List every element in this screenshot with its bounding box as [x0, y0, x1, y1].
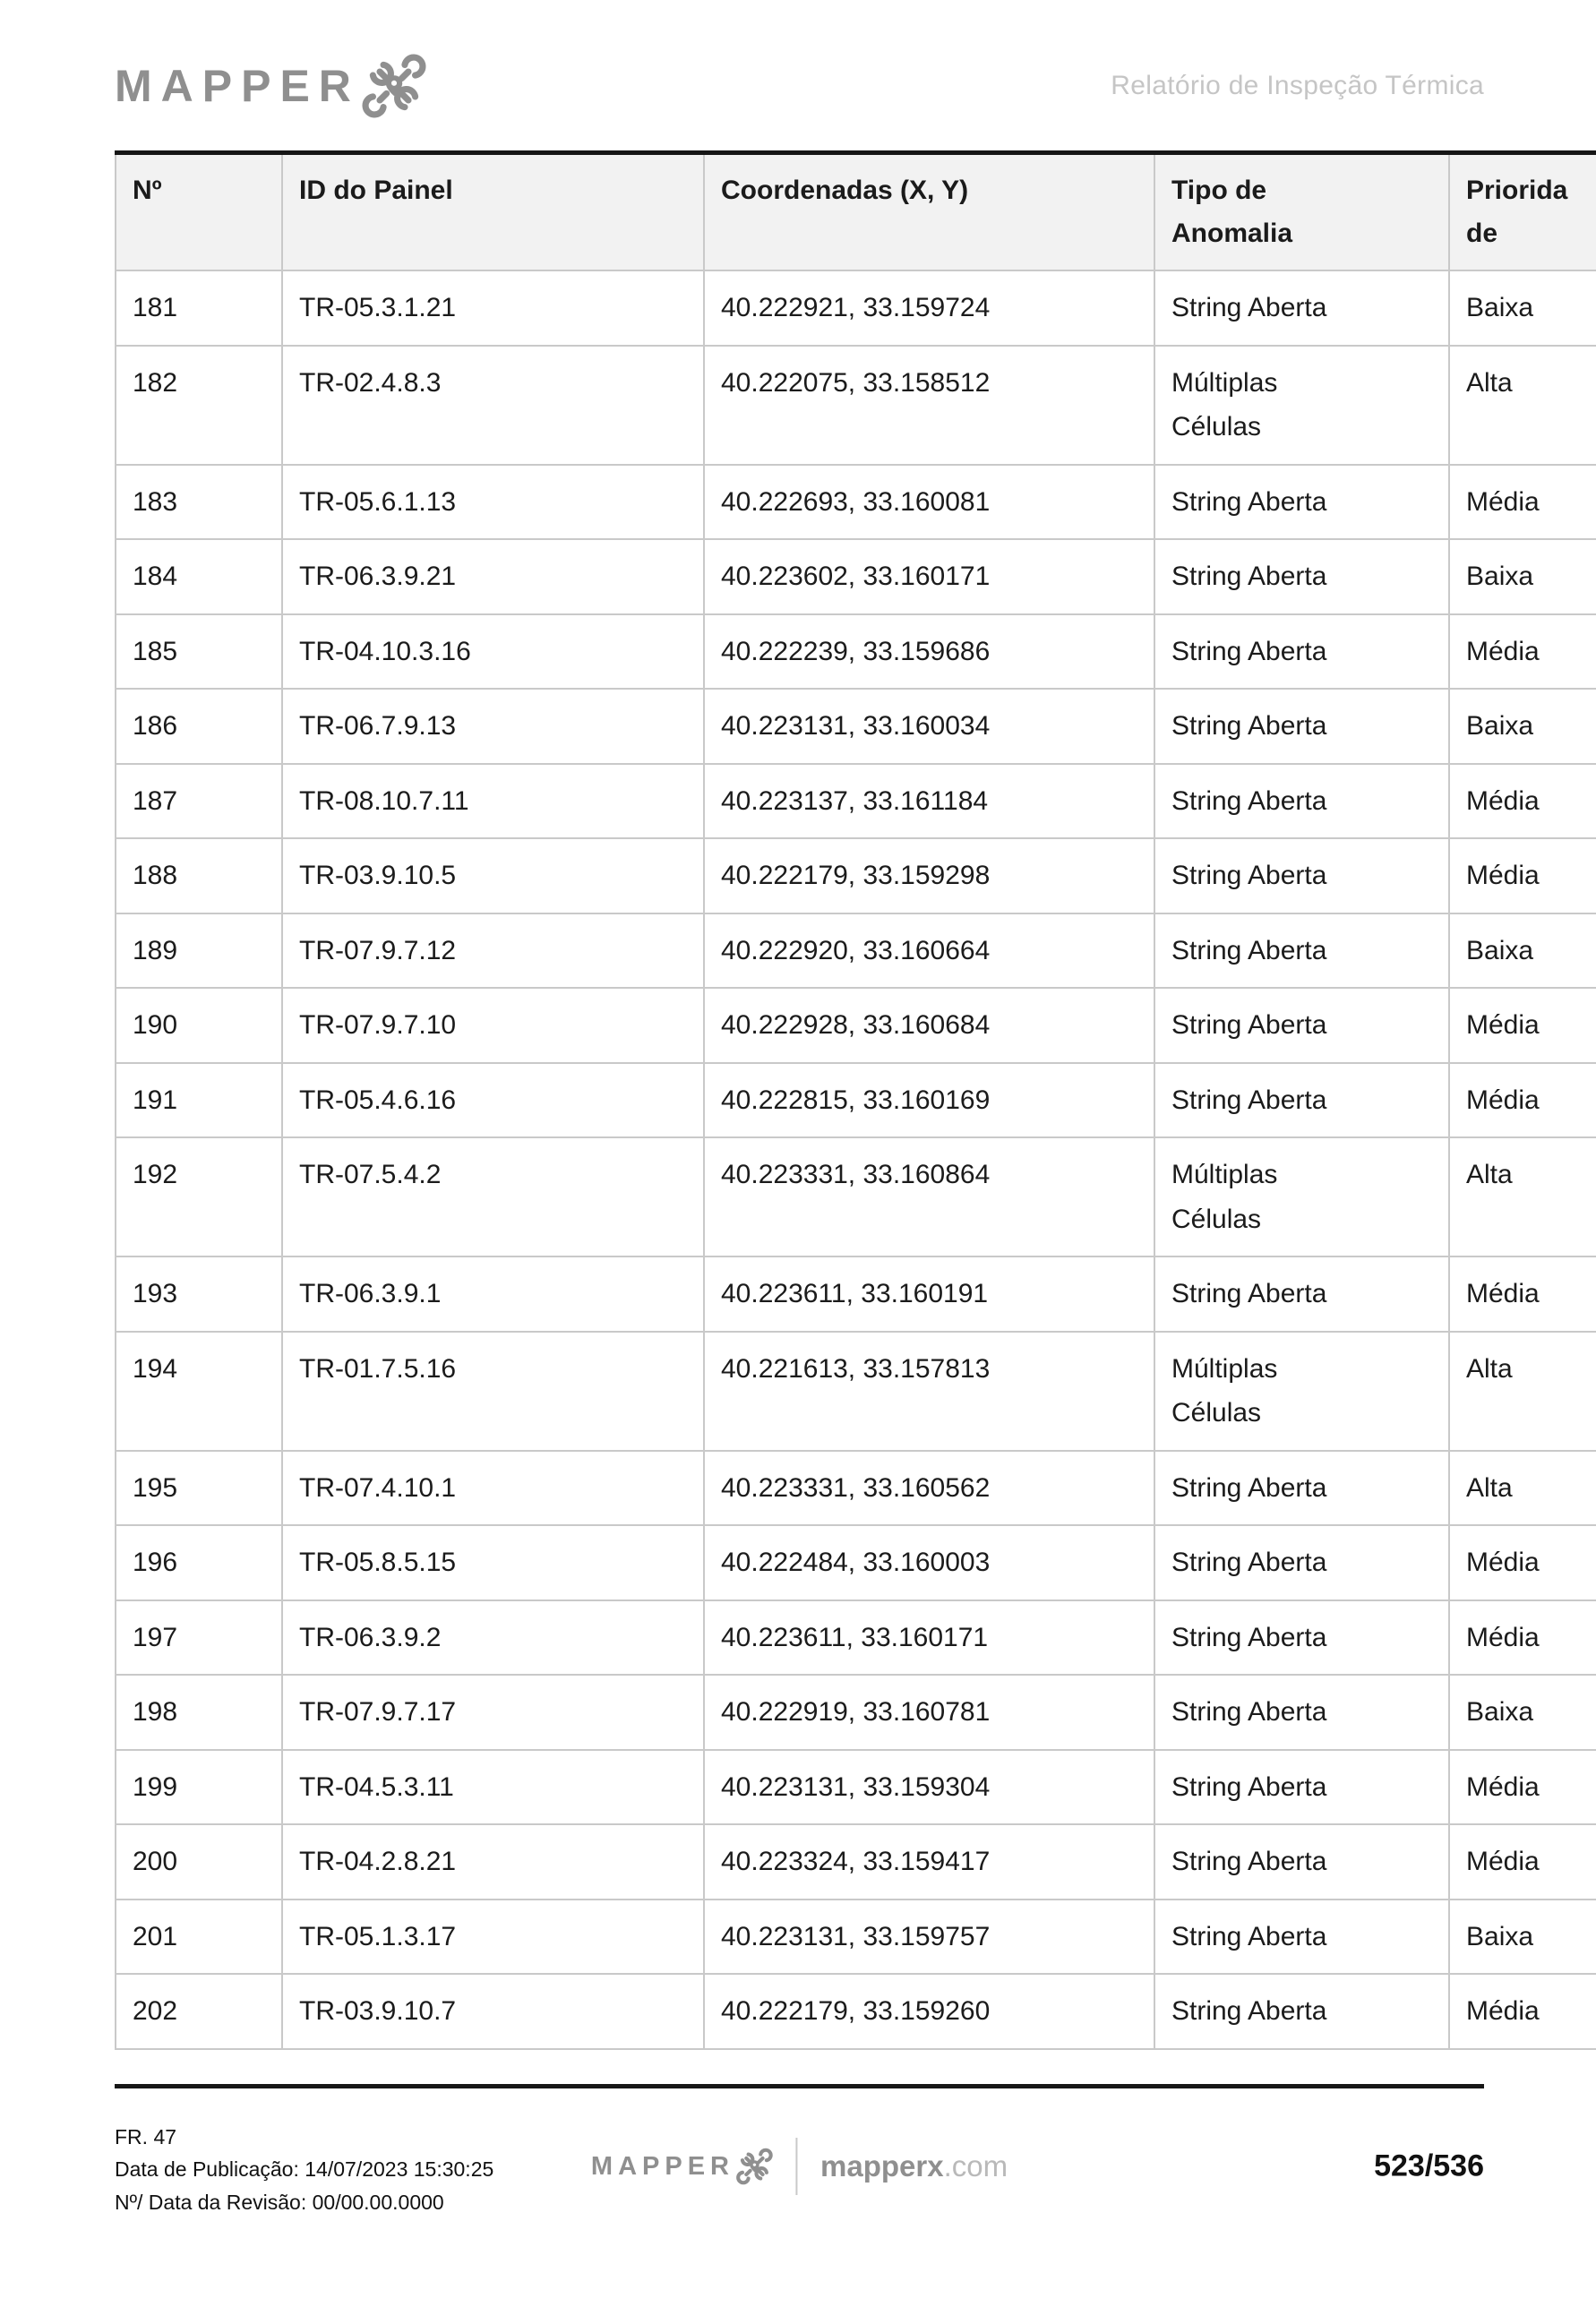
table-row [116, 1900, 1596, 1975]
cell-anomaly-type: String Aberta [1154, 689, 1449, 764]
table-row [116, 1974, 1596, 2049]
cell-panel-id: TR-04.10.3.16 [282, 614, 704, 690]
cell-number: 183 [116, 465, 282, 540]
cell-priority: Média [1449, 838, 1596, 913]
column-header-3: Tipo de Anomalia [1154, 153, 1449, 271]
cell-panel-id: TR-01.7.5.16 [282, 1332, 704, 1451]
cell-anomaly-type: String Aberta [1154, 270, 1449, 346]
cell-priority: Média [1449, 465, 1596, 540]
cell-priority: Alta [1449, 346, 1596, 465]
cell-coordinates: 40.223131, 33.159757 [704, 1900, 1154, 1975]
cell-number: 185 [116, 614, 282, 690]
cell-number: 201 [116, 1900, 282, 1975]
cell-coordinates: 40.223131, 33.160034 [704, 689, 1154, 764]
table-row [116, 913, 1596, 989]
cell-panel-id: TR-05.1.3.17 [282, 1900, 704, 1975]
cell-priority: Média [1449, 1525, 1596, 1600]
cell-panel-id: TR-07.9.7.17 [282, 1675, 704, 1750]
cell-priority: Alta [1449, 1332, 1596, 1451]
cell-coordinates: 40.222920, 33.160664 [704, 913, 1154, 989]
cell-number: 186 [116, 689, 282, 764]
cell-priority: Alta [1449, 1137, 1596, 1256]
cell-number: 193 [116, 1256, 282, 1332]
footer-logo-divider [795, 2138, 797, 2195]
table-row [116, 346, 1596, 465]
table-row [116, 465, 1596, 540]
cell-coordinates: 40.223331, 33.160562 [704, 1451, 1154, 1526]
cell-anomaly-type: Múltiplas Células [1154, 1332, 1449, 1451]
table-row [116, 988, 1596, 1063]
cell-priority: Média [1449, 988, 1596, 1063]
column-header-2: Coordenadas (X, Y) [704, 153, 1154, 271]
cell-priority: Média [1449, 614, 1596, 690]
cell-coordinates: 40.223611, 33.160171 [704, 1600, 1154, 1676]
table-row [116, 1824, 1596, 1900]
drone-x-icon [733, 2145, 776, 2188]
cell-number: 198 [116, 1675, 282, 1750]
cell-panel-id: TR-07.9.7.12 [282, 913, 704, 989]
cell-number: 194 [116, 1332, 282, 1451]
cell-coordinates: 40.221613, 33.157813 [704, 1332, 1154, 1451]
report-page [115, 43, 1568, 2230]
footer-brand [591, 2138, 1008, 2195]
cell-coordinates: 40.222484, 33.160003 [704, 1525, 1154, 1600]
anomaly-table-body [116, 270, 1596, 2049]
table-row [116, 1750, 1596, 1825]
column-header-4: Prioridade [1449, 153, 1596, 271]
cell-number: 190 [116, 988, 282, 1063]
cell-panel-id: TR-05.6.1.13 [282, 465, 704, 540]
cell-number: 200 [116, 1824, 282, 1900]
cell-panel-id: TR-07.5.4.2 [282, 1137, 704, 1256]
cell-number: 195 [116, 1451, 282, 1526]
cell-number: 181 [116, 270, 282, 346]
cell-coordinates: 40.223131, 33.159304 [704, 1750, 1154, 1825]
cell-anomaly-type: String Aberta [1154, 913, 1449, 989]
cell-coordinates: 40.222179, 33.159298 [704, 838, 1154, 913]
cell-coordinates: 40.222928, 33.160684 [704, 988, 1154, 1063]
cell-coordinates: 40.222693, 33.160081 [704, 465, 1154, 540]
cell-anomaly-type: String Aberta [1154, 1824, 1449, 1900]
cell-panel-id: TR-04.5.3.11 [282, 1750, 704, 1825]
cell-coordinates: 40.223137, 33.161184 [704, 764, 1154, 839]
cell-panel-id: TR-05.4.6.16 [282, 1063, 704, 1138]
cell-priority: Baixa [1449, 270, 1596, 346]
cell-anomaly-type: String Aberta [1154, 988, 1449, 1063]
cell-anomaly-type: String Aberta [1154, 1750, 1449, 1825]
cell-priority: Média [1449, 1750, 1596, 1825]
cell-number: 197 [116, 1600, 282, 1676]
cell-number: 196 [116, 1525, 282, 1600]
table-row [116, 764, 1596, 839]
cell-panel-id: TR-05.8.5.15 [282, 1525, 704, 1600]
cell-panel-id: TR-07.4.10.1 [282, 1451, 704, 1526]
table-row [116, 1525, 1596, 1600]
footer-publication-date: Data de Publicação: 14/07/2023 15:30:25 [115, 2157, 494, 2182]
cell-number: 191 [116, 1063, 282, 1138]
cell-panel-id: TR-06.3.9.1 [282, 1256, 704, 1332]
cell-coordinates: 40.222919, 33.160781 [704, 1675, 1154, 1750]
cell-coordinates: 40.222075, 33.158512 [704, 346, 1154, 465]
cell-priority: Média [1449, 1256, 1596, 1332]
column-header-1: ID do Painel [282, 153, 704, 271]
cell-coordinates: 40.223611, 33.160191 [704, 1256, 1154, 1332]
cell-coordinates: 40.222239, 33.159686 [704, 614, 1154, 690]
cell-panel-id: TR-02.4.8.3 [282, 346, 704, 465]
table-row [116, 614, 1596, 690]
cell-anomaly-type: Múltiplas Células [1154, 1137, 1449, 1256]
cell-anomaly-type: String Aberta [1154, 1256, 1449, 1332]
cell-panel-id: TR-04.2.8.21 [282, 1824, 704, 1900]
cell-priority: Média [1449, 764, 1596, 839]
cell-priority: Alta [1449, 1451, 1596, 1526]
cell-anomaly-type: String Aberta [1154, 1675, 1449, 1750]
cell-panel-id: TR-07.9.7.10 [282, 988, 704, 1063]
cell-anomaly-type: String Aberta [1154, 614, 1449, 690]
table-row [116, 1332, 1596, 1451]
cell-number: 187 [116, 764, 282, 839]
cell-number: 199 [116, 1750, 282, 1825]
cell-priority: Baixa [1449, 1900, 1596, 1975]
table-row [116, 1451, 1596, 1526]
cell-coordinates: 40.223331, 33.160864 [704, 1137, 1154, 1256]
cell-panel-id: TR-06.3.9.21 [282, 539, 704, 614]
table-row [116, 838, 1596, 913]
page-title: Relatório de Inspeção Térmica [1111, 71, 1484, 100]
cell-number: 192 [116, 1137, 282, 1256]
anomaly-table [115, 150, 1596, 2050]
cell-anomaly-type: String Aberta [1154, 1451, 1449, 1526]
footer-site-tld: .com [943, 2149, 1008, 2183]
table-row [116, 1600, 1596, 1676]
cell-coordinates: 40.223324, 33.159417 [704, 1824, 1154, 1900]
cell-number: 182 [116, 346, 282, 465]
cell-priority: Média [1449, 1063, 1596, 1138]
cell-priority: Baixa [1449, 1675, 1596, 1750]
page-header [115, 43, 1484, 129]
table-row [116, 1063, 1596, 1138]
brand-logo [115, 48, 432, 124]
cell-panel-id: TR-03.9.10.7 [282, 1974, 704, 2049]
cell-panel-id: TR-03.9.10.5 [282, 838, 704, 913]
footer-doc-code: FR. 47 [115, 2124, 177, 2148]
cell-coordinates: 40.222815, 33.160169 [704, 1063, 1154, 1138]
cell-number: 184 [116, 539, 282, 614]
cell-anomaly-type: String Aberta [1154, 838, 1449, 913]
footer-rule [115, 2084, 1484, 2088]
table-row [116, 1256, 1596, 1332]
cell-panel-id: TR-08.10.7.11 [282, 764, 704, 839]
cell-priority: Baixa [1449, 689, 1596, 764]
cell-anomaly-type: String Aberta [1154, 1974, 1449, 2049]
cell-anomaly-type: String Aberta [1154, 1525, 1449, 1600]
cell-anomaly-type: String Aberta [1154, 1600, 1449, 1676]
anomaly-table-header-row [116, 153, 1596, 271]
footer-site-name: mapperx [820, 2149, 944, 2183]
cell-number: 188 [116, 838, 282, 913]
cell-priority: Baixa [1449, 913, 1596, 989]
cell-panel-id: TR-06.7.9.13 [282, 689, 704, 764]
cell-number: 189 [116, 913, 282, 989]
cell-coordinates: 40.223602, 33.160171 [704, 539, 1154, 614]
table-row [116, 539, 1596, 614]
cell-priority: Média [1449, 1824, 1596, 1900]
cell-anomaly-type: String Aberta [1154, 764, 1449, 839]
column-header-0: Nº [116, 153, 282, 271]
cell-priority: Média [1449, 1974, 1596, 2049]
drone-x-icon [356, 48, 432, 124]
cell-anomaly-type: String Aberta [1154, 1063, 1449, 1138]
footer-revision: Nº/ Data da Revisão: 00/00.00.0000 [115, 2191, 444, 2215]
page-number: 523/536 [1374, 2148, 1484, 2183]
page-footer [115, 2114, 1484, 2230]
table-row [116, 270, 1596, 346]
cell-priority: Baixa [1449, 539, 1596, 614]
cell-number: 202 [116, 1974, 282, 2049]
footer-doc-info [115, 2121, 493, 2219]
cell-anomaly-type: String Aberta [1154, 465, 1449, 540]
table-row [116, 689, 1596, 764]
table-row [116, 1137, 1596, 1256]
cell-anomaly-type: Múltiplas Células [1154, 346, 1449, 465]
cell-panel-id: TR-06.3.9.2 [282, 1600, 704, 1676]
cell-priority: Média [1449, 1600, 1596, 1676]
cell-coordinates: 40.222921, 33.159724 [704, 270, 1154, 346]
table-row [116, 1675, 1596, 1750]
cell-coordinates: 40.222179, 33.159260 [704, 1974, 1154, 2049]
brand-wordmark: MAPPER [590, 2151, 734, 2181]
brand-wordmark: MAPPER [115, 61, 360, 111]
cell-anomaly-type: String Aberta [1154, 1900, 1449, 1975]
cell-panel-id: TR-05.3.1.21 [282, 270, 704, 346]
cell-anomaly-type: String Aberta [1154, 539, 1449, 614]
